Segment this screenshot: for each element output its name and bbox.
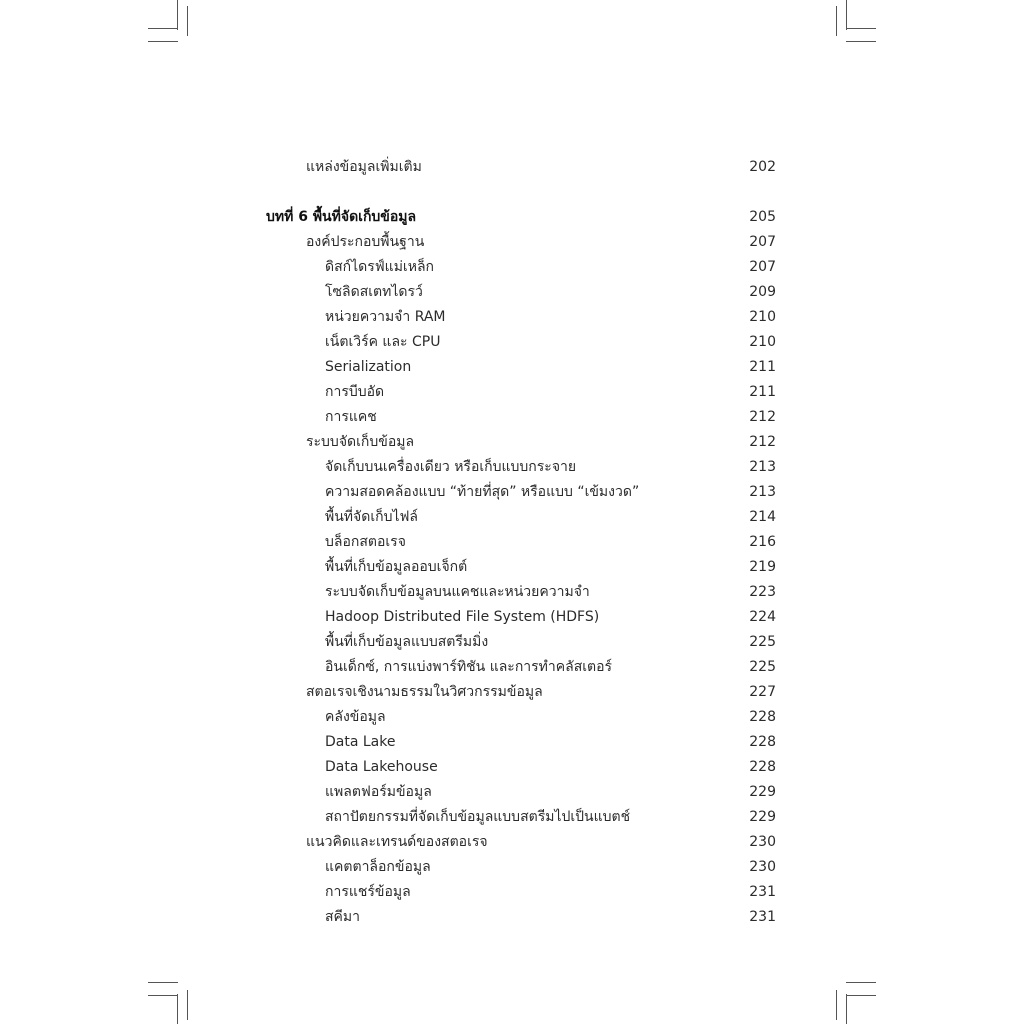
toc-entry-page-number: 212 (749, 434, 776, 450)
toc-entry-title: Data Lake (325, 734, 396, 750)
toc-entry-title: การบีบอัด (325, 384, 385, 400)
toc-section-entry (0, 830, 1024, 855)
toc-entry-title: องค์ประกอบพื้นฐาน (306, 234, 425, 250)
toc-subsection-entry (0, 655, 1024, 680)
toc-entry-page-number: 225 (749, 634, 776, 650)
toc-section-entry (0, 155, 1024, 180)
toc-section-entry (0, 230, 1024, 255)
toc-subsection-entry (0, 705, 1024, 730)
toc-entry-page-number: 207 (749, 259, 776, 275)
toc-subsection-entry (0, 480, 1024, 505)
toc-subsection-entry (0, 805, 1024, 830)
toc-entry-page-number: 213 (749, 459, 776, 475)
toc-subsection-entry (0, 405, 1024, 430)
toc-entry-title: พื้นที่เก็บข้อมูลออบเจ็กต์ (325, 559, 468, 575)
toc-entry-page-number: 225 (749, 659, 776, 675)
toc-entry-title: Hadoop Distributed File System (HDFS) (325, 609, 600, 625)
toc-subsection-entry (0, 555, 1024, 580)
toc-entry-page-number: 230 (749, 859, 776, 875)
toc-subsection-entry (0, 605, 1024, 630)
toc-entry-page-number: 211 (749, 359, 776, 375)
toc-entry-page-number: 212 (749, 409, 776, 425)
toc-subsection-entry (0, 730, 1024, 755)
toc-entry-page-number: 230 (749, 834, 776, 850)
toc-entry-title: แพลตฟอร์มข้อมูล (325, 784, 432, 800)
toc-entry-page-number: 210 (749, 309, 776, 325)
toc-subsection-entry (0, 505, 1024, 530)
toc-entry-title: สคีมา (325, 909, 360, 925)
toc-subsection-entry (0, 580, 1024, 605)
toc-entry-title: คลังข้อมูล (325, 709, 386, 725)
toc-entry-title: แคตตาล็อกข้อมูล (325, 859, 431, 875)
toc-subsection-entry (0, 255, 1024, 280)
toc-entry-title: ดิสก์ไดรฟ์แม่เหล็ก (325, 259, 434, 275)
toc-entry-title: อินเด็กซ์, การแบ่งพาร์ทิชัน และการทำคลัสเตอร์ (325, 659, 613, 675)
toc-entry-page-number: 229 (749, 809, 776, 825)
toc-entry-title: โซลิดสเตทไดรว์ (325, 284, 423, 300)
toc-entry-page-number: 207 (749, 234, 776, 250)
toc-entry-title: พื้นที่จัดเก็บไฟล์ (325, 509, 419, 525)
toc-subsection-entry (0, 380, 1024, 405)
toc-subsection-entry (0, 880, 1024, 905)
toc-subsection-entry (0, 755, 1024, 780)
toc-entry-title: จัดเก็บบนเครื่องเดียว หรือเก็บแบบกระจาย (325, 459, 577, 475)
toc-entry-title: เน็ตเวิร์ค และ CPU (325, 334, 441, 350)
toc-subsection-entry (0, 905, 1024, 930)
toc-subsection-entry (0, 530, 1024, 555)
toc-entry-page-number: 227 (749, 684, 776, 700)
toc-entry-title: ระบบจัดเก็บข้อมูลบนแคชและหน่วยความจำ (325, 584, 590, 600)
toc-subsection-entry (0, 280, 1024, 305)
toc-entry-page-number: 223 (749, 584, 776, 600)
toc-entry-page-number: 219 (749, 559, 776, 575)
toc-subsection-entry (0, 330, 1024, 355)
toc-entry-page-number: 209 (749, 284, 776, 300)
toc-entry-page-number: 210 (749, 334, 776, 350)
toc-entry-title: สตอเรจเชิงนามธรรมในวิศวกรรมข้อมูล (306, 684, 543, 700)
toc-entry-title: พื้นที่เก็บข้อมูลแบบสตรีมมิ่ง (325, 634, 489, 650)
toc-section-entry (0, 680, 1024, 705)
toc-subsection-entry (0, 855, 1024, 880)
toc-entry-page-number: 202 (749, 159, 776, 175)
toc-entry-title: แหล่งข้อมูลเพิ่มเติม (306, 159, 422, 175)
toc-entry-page-number: 228 (749, 759, 776, 775)
toc-entry-page-number: 213 (749, 484, 776, 500)
toc-entry-title: การแคช (325, 409, 377, 425)
toc-subsection-entry (0, 305, 1024, 330)
toc-entry-page-number: 216 (749, 534, 776, 550)
toc-section-entry (0, 430, 1024, 455)
toc-subsection-entry (0, 355, 1024, 380)
toc-entry-title: Data Lakehouse (325, 759, 438, 775)
toc-entry-title: ระบบจัดเก็บข้อมูล (306, 434, 415, 450)
toc-entry-title: หน่วยความจำ RAM (325, 309, 446, 325)
toc-entry-page-number: 211 (749, 384, 776, 400)
toc-entry-title: ความสอดคล้องแบบ “ท้ายที่สุด” หรือแบบ “เข้มงวด” (325, 484, 640, 500)
toc-entry-title: บล็อกสตอเรจ (325, 534, 406, 550)
toc-entry-title: Serialization (325, 359, 412, 375)
toc-entry-page-number: 231 (749, 909, 776, 925)
toc-chapter-entry (0, 205, 1024, 230)
toc-entry-page-number: 214 (749, 509, 776, 525)
toc-entry-page-number: 205 (749, 209, 776, 225)
toc-entry-title: บทที่ 6 พื้นที่จัดเก็บข้อมูล (266, 209, 417, 225)
toc-entry-title: แนวคิดและเทรนด์ของสตอเรจ (306, 834, 488, 850)
toc-entry-page-number: 231 (749, 884, 776, 900)
toc-subsection-entry (0, 780, 1024, 805)
toc-entry-title: การแชร์ข้อมูล (325, 884, 411, 900)
toc-subsection-entry (0, 455, 1024, 480)
toc-subsection-entry (0, 630, 1024, 655)
toc-entry-page-number: 228 (749, 734, 776, 750)
toc-entry-page-number: 228 (749, 709, 776, 725)
toc-entry-title: สถาปัตยกรรมที่จัดเก็บข้อมูลแบบสตรีมไปเป็นแบตช์ (325, 809, 631, 825)
toc-entry-page-number: 224 (749, 609, 776, 625)
toc-entry-page-number: 229 (749, 784, 776, 800)
